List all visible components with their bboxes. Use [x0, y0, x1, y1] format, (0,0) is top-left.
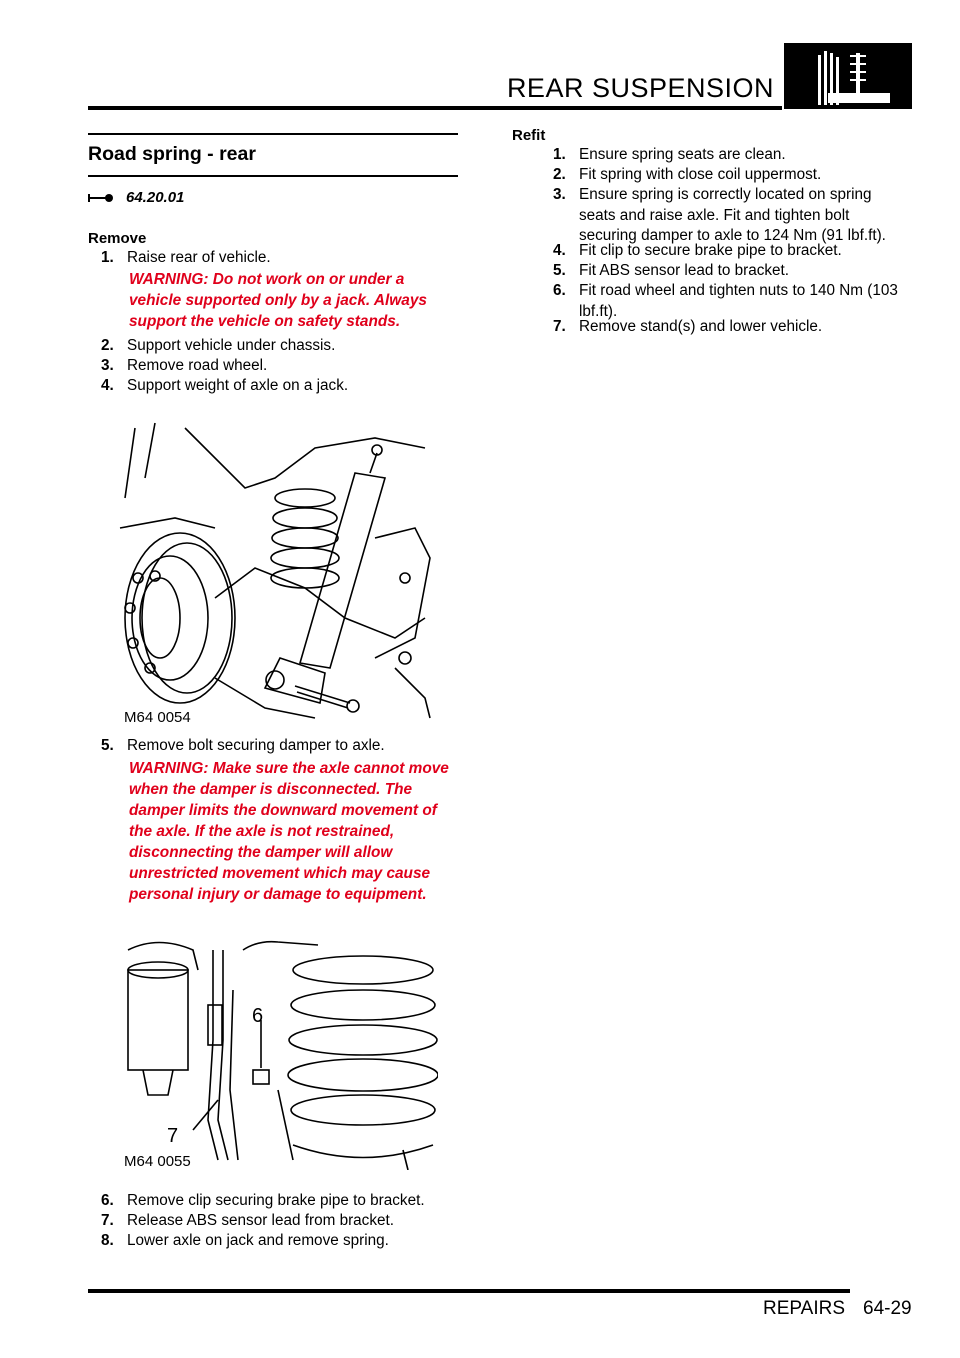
footer-rule — [88, 1289, 850, 1293]
page-number: 64-29 — [863, 1298, 912, 1319]
refit-step-1: 1. Ensure spring seats are clean. — [553, 146, 786, 163]
section-rule-bottom — [88, 175, 458, 177]
figure-damper-removal — [115, 418, 435, 728]
refit-heading: Refit — [512, 127, 546, 144]
remove-step-3: 3. Remove road wheel. — [101, 357, 268, 374]
operation-code: 64.20.01 — [126, 189, 185, 206]
remove-step-2: 2. Support vehicle under chassis. — [101, 337, 336, 354]
page-header-title: REAR SUSPENSION — [506, 73, 774, 103]
warning-axle-restraint: WARNING: Make sure the axle cannot move when the damper is disconnected. The damper limits the downward movement of the axle. If the axle is not restrained, disconnecting the damper will allow unrestricted movement which may cause personal injury or damage to equipment. — [129, 760, 449, 903]
remove-step-5: 5. Remove bolt securing damper to axle. — [101, 737, 385, 754]
repair-time-icon — [88, 193, 114, 203]
remove-step-6: 6. Remove clip securing brake pipe to bracket. — [101, 1192, 425, 1209]
warning-jack-safety: WARNING: Do not work on or under a vehicle supported only by a jack. Always support the vehicle on safety stands. — [129, 271, 427, 330]
remove-step-7: 7. Release ABS sensor lead from bracket. — [101, 1212, 394, 1229]
remove-step-1: 1. Raise rear of vehicle. — [101, 249, 271, 266]
callout-7: 7 — [167, 1125, 179, 1147]
remove-step-4: 4. Support weight of axle on a jack. — [101, 377, 349, 394]
figure-2-label: M64 0055 — [124, 1153, 191, 1170]
refit-step-5: 5. Fit ABS sensor lead to bracket. — [553, 262, 790, 279]
refit-step-4: 4. Fit clip to secure brake pipe to bracket. — [553, 242, 842, 259]
section-rule-top — [88, 133, 458, 135]
section-title: Road spring - rear — [88, 143, 256, 165]
refit-step-3: 3. Ensure spring is correctly located on spring seats and raise axle. Fit and tighten bolt securing damper to axle to 124 Nm (91 lbf.ft). — [553, 186, 886, 244]
page-footer — [763, 1298, 912, 1320]
operation-code-row — [88, 189, 184, 206]
figure-1-label: M64 0054 — [124, 709, 191, 726]
refit-step-6: 6. Fit road wheel and tighten nuts to 140 Nm (103 lbf.ft). — [553, 282, 898, 320]
refit-step-2: 2. Fit spring with close coil uppermost. — [553, 166, 822, 183]
remove-step-8: 8. Lower axle on jack and remove spring. — [101, 1232, 389, 1249]
footer-section: REPAIRS — [763, 1298, 846, 1319]
refit-step-7: 7. Remove stand(s) and lower vehicle. — [553, 318, 823, 335]
header-rule — [88, 106, 782, 110]
callout-6: 6 — [252, 1005, 264, 1027]
suspension-section-logo — [784, 43, 912, 109]
remove-heading: Remove — [88, 230, 147, 247]
figure-spring-removal — [118, 930, 438, 1170]
